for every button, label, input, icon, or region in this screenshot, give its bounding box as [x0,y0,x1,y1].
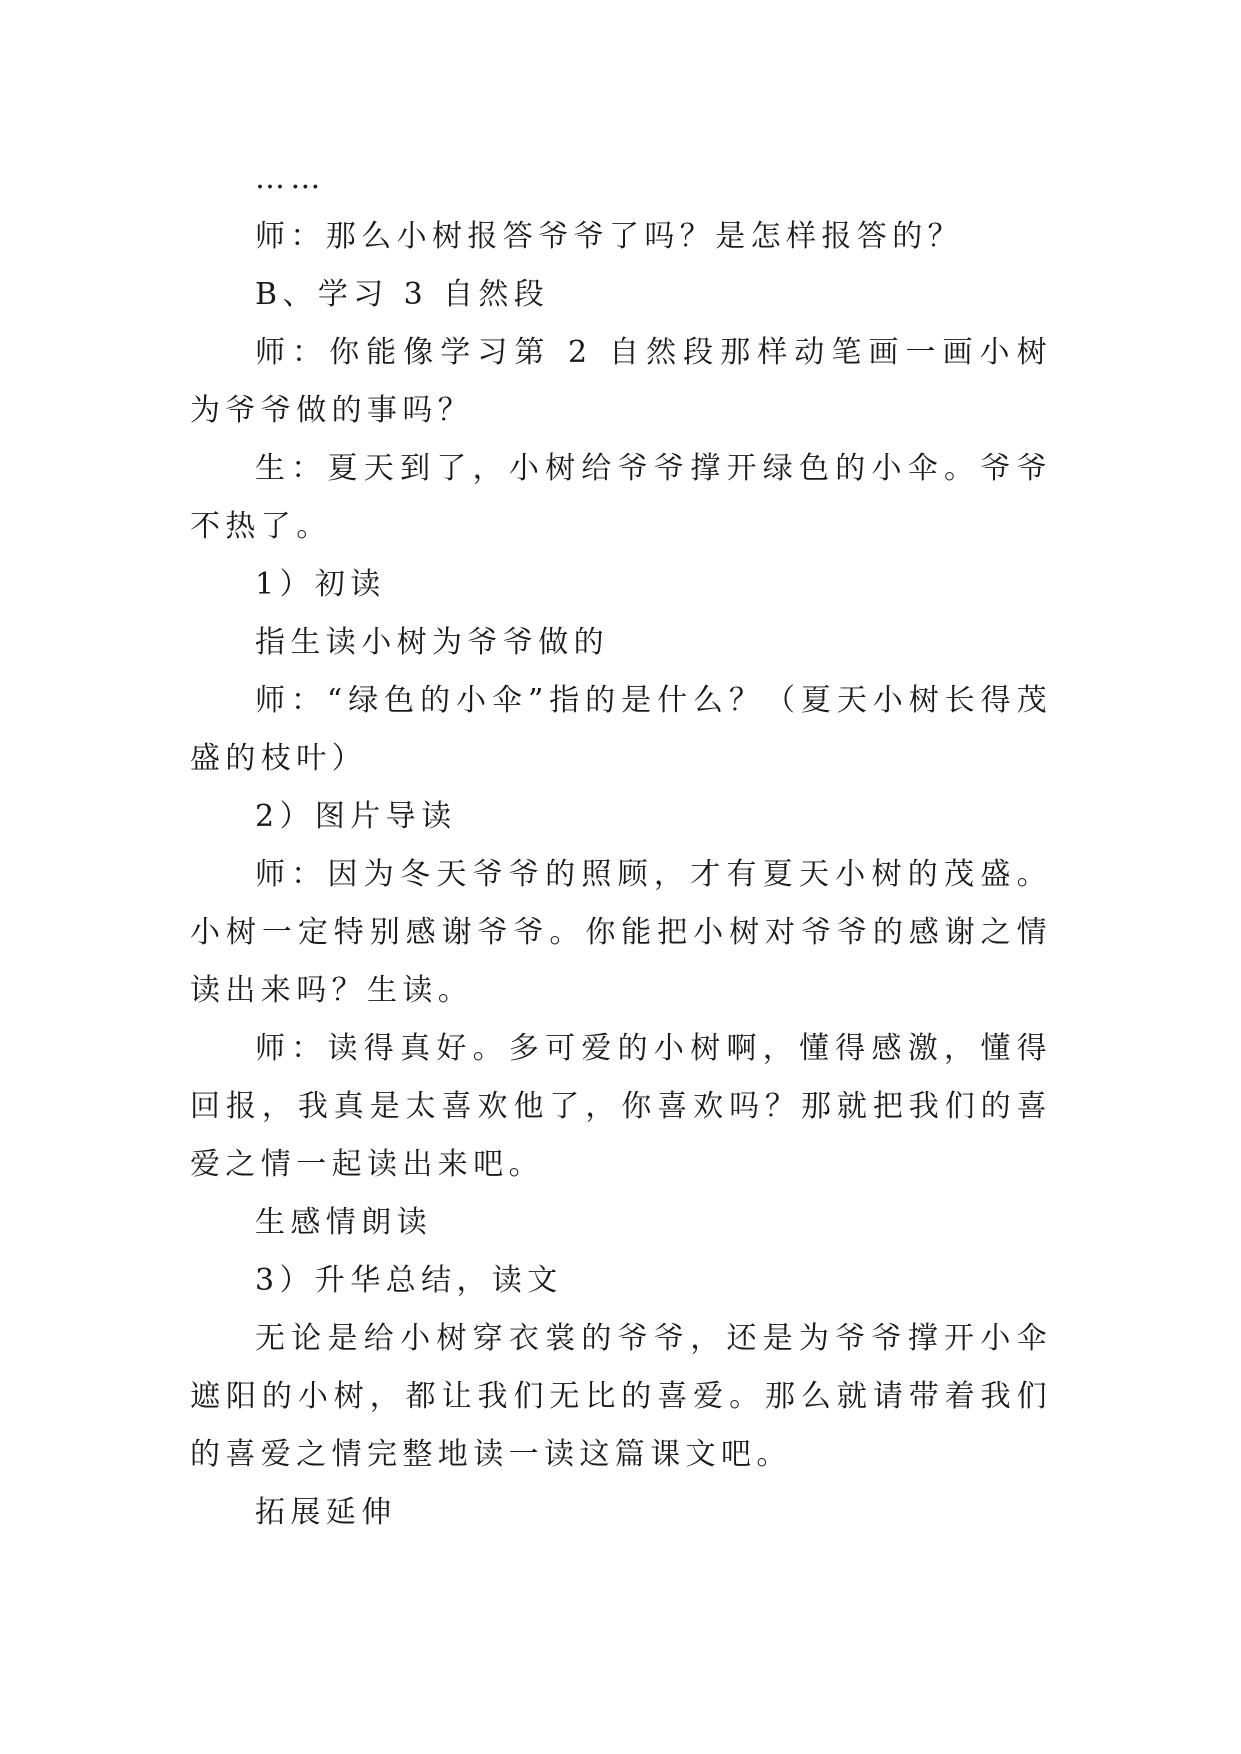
paragraph: 指生读小树为爷爷做的 [255,625,609,660]
paragraph: 生：夏天到了，小树给爷爷撑开绿色的小伞。爷爷不热了。 [190,451,1052,544]
paragraph: 生感情朗读 [255,1205,432,1240]
step-heading: 1）初读 [255,567,386,602]
document-body [190,150,1052,1542]
paragraph: 师：因为冬天爷爷的照顾，才有夏天小树的茂盛。小树一定特别感谢爷爷。你能把小树对爷爷的感谢之情读出来吗？生读。 [190,857,1052,1008]
paragraph: 师：读得真好。多可爱的小树啊，懂得感激，懂得回报，我真是太喜欢他了，你喜欢吗？那就把我们的喜爱之情一起读出来吧。 [190,1031,1052,1182]
section-heading: B、学习 3 自然段 [255,277,550,312]
ellipsis-paragraph: …… [255,161,326,196]
section-heading: 拓展延伸 [255,1495,397,1530]
step-heading: 3）升华总结，读文 [255,1263,563,1298]
step-heading: 2）图片导读 [255,799,457,834]
paragraph: 师：“绿色的小伞”指的是什么？（夏天小树长得茂盛的枝叶） [190,683,1052,776]
paragraph: 师：那么小树报答爷爷了吗？是怎样报答的？ [255,219,963,254]
paragraph: 师：你能像学习第 2 自然段那样动笔画一画小树为爷爷做的事吗？ [190,335,1052,428]
paragraph: 无论是给小树穿衣裳的爷爷，还是为爷爷撑开小伞遮阳的小树，都让我们无比的喜爱。那么就请带着我们的喜爱之情完整地读一读这篇课文吧。 [190,1321,1052,1472]
